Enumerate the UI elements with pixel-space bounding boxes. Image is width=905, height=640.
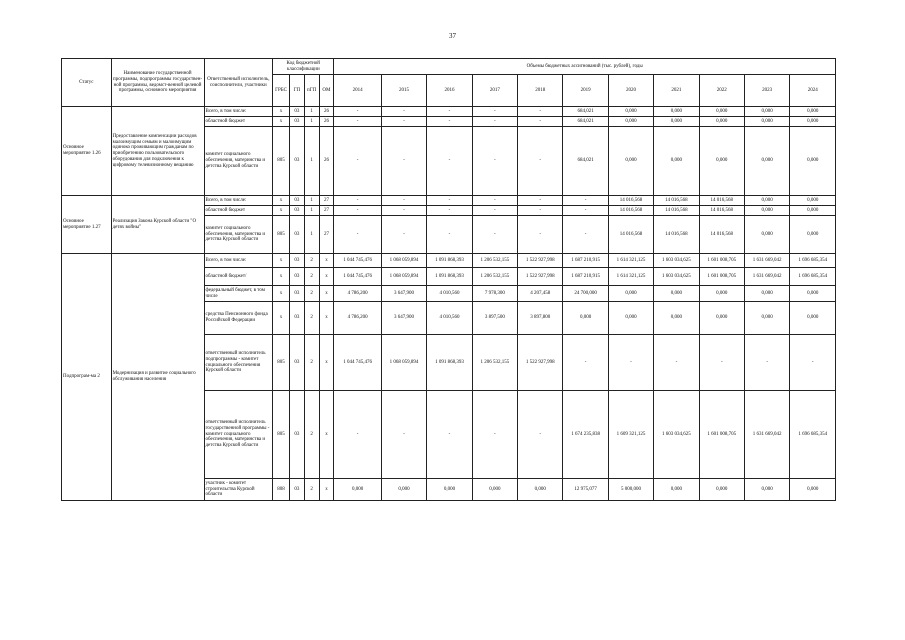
value-cell: 1 631 669,042 xyxy=(744,254,789,268)
value-cell: 0,000 xyxy=(744,196,789,206)
budget-table xyxy=(61,58,836,501)
executor-cell: федеральный бюджет, в том числе xyxy=(204,286,273,302)
code-pgp-cell: 1 xyxy=(304,216,319,254)
code-pgp-cell: 2 xyxy=(304,391,319,479)
value-cell: - xyxy=(518,107,563,117)
value-cell: 1 687 210,915 xyxy=(563,268,608,286)
code-om-cell: 26 xyxy=(319,107,334,117)
value-cell: - xyxy=(427,216,472,254)
value-cell: 3 897,800 xyxy=(518,302,563,335)
value-cell: 1 603 034,625 xyxy=(654,391,699,479)
code-gp-cell: 03 xyxy=(290,216,305,254)
header-status: Статус xyxy=(62,59,112,107)
value-cell: 1 631 669,042 xyxy=(744,268,789,286)
value-cell: 1 687 210,915 xyxy=(563,254,608,268)
value-cell: 1 603 034,625 xyxy=(654,254,699,268)
executor-cell: ответственный исполнитель подпрограммы - комитет социального обеспечения Курской области xyxy=(204,335,273,391)
value-cell: - xyxy=(381,117,426,127)
value-cell: - xyxy=(518,206,563,216)
code-om-cell: х xyxy=(319,268,334,286)
code-pgp-cell: 1 xyxy=(304,127,319,196)
value-cell: - xyxy=(472,127,517,196)
table-row xyxy=(62,254,836,268)
executor-cell: Всего, в том числе: xyxy=(204,254,273,268)
code-gp-cell: 03 xyxy=(290,391,305,479)
value-cell: 4 207,458 xyxy=(518,286,563,302)
value-cell: - xyxy=(427,196,472,206)
value-cell: 1 044 745,476 xyxy=(334,254,382,268)
executor-cell: участник - комитет строительства Курской области xyxy=(204,479,273,501)
value-cell: 0,000 xyxy=(744,479,789,501)
code-grbs-cell: х xyxy=(273,107,290,117)
value-cell: 5 000,000 xyxy=(608,479,653,501)
value-cell: - xyxy=(334,196,382,206)
value-cell: - xyxy=(334,216,382,254)
table-row xyxy=(62,196,836,206)
code-grbs-cell: 805 xyxy=(273,127,290,196)
header-year: 2022 xyxy=(699,75,744,107)
value-cell: 1 696 685,354 xyxy=(790,391,836,479)
header-year: 2017 xyxy=(472,75,517,107)
code-grbs-cell: х xyxy=(273,286,290,302)
value-cell: 0,000 xyxy=(381,479,426,501)
code-pgp-cell: 1 xyxy=(304,206,319,216)
value-cell: 684,021 xyxy=(563,107,608,117)
value-cell: - xyxy=(790,335,836,391)
value-cell: - xyxy=(472,216,517,254)
code-grbs-cell: х xyxy=(273,302,290,335)
header-year: 2021 xyxy=(654,75,699,107)
value-cell: - xyxy=(518,117,563,127)
table-row xyxy=(62,107,836,117)
code-om-cell: х xyxy=(319,391,334,479)
value-cell: 14 016,568 xyxy=(699,196,744,206)
code-gp-cell: 03 xyxy=(290,196,305,206)
value-cell: 1 674 235,838 xyxy=(563,391,608,479)
value-cell: 1 206 532,155 xyxy=(472,335,517,391)
value-cell: 684,021 xyxy=(563,117,608,127)
value-cell: 0,000 xyxy=(654,127,699,196)
value-cell: - xyxy=(518,196,563,206)
code-pgp-cell: 1 xyxy=(304,196,319,206)
code-grbs-cell: 805 xyxy=(273,391,290,479)
header-year: 2024 xyxy=(790,75,836,107)
value-cell: 0,000 xyxy=(699,286,744,302)
code-om-cell: 27 xyxy=(319,206,334,216)
header-volumes: Объемы бюджетных ассигнований (тыс. рублей), годы xyxy=(334,59,836,75)
code-om-cell: х xyxy=(319,286,334,302)
value-cell: - xyxy=(334,127,382,196)
value-cell: - xyxy=(518,216,563,254)
value-cell: 12 975,077 xyxy=(563,479,608,501)
header-executor: Ответственный исполнитель, соисполнители, участники xyxy=(204,59,273,107)
value-cell: 684,021 xyxy=(563,127,608,196)
value-cell: - xyxy=(334,117,382,127)
value-cell: 14 016,568 xyxy=(699,216,744,254)
name-cell: Реализация Закона Курской области "О детях войны" xyxy=(111,196,204,254)
code-om-cell: 27 xyxy=(319,196,334,206)
value-cell: 1 601 008,705 xyxy=(699,391,744,479)
code-pgp-cell: 2 xyxy=(304,335,319,391)
value-cell: - xyxy=(744,335,789,391)
value-cell: 14 016,568 xyxy=(654,216,699,254)
value-cell: 4 786,200 xyxy=(334,302,382,335)
code-gp-cell: 03 xyxy=(290,479,305,501)
value-cell: 0,000 xyxy=(744,216,789,254)
value-cell: - xyxy=(472,391,517,479)
value-cell: 0,000 xyxy=(744,286,789,302)
value-cell: - xyxy=(427,391,472,479)
code-gp-cell: 03 xyxy=(290,335,305,391)
header-name: Наименование государственной программы, подпрограммы государствен-ной программы, ведомст-венной целевой программы, основного мероприятия xyxy=(111,59,204,107)
value-cell: 14 016,568 xyxy=(699,206,744,216)
value-cell: 0,000 xyxy=(790,206,836,216)
value-cell: 1 206 532,155 xyxy=(472,268,517,286)
executor-cell: Всего, в том числе: xyxy=(204,196,273,206)
code-om-cell: х xyxy=(319,335,334,391)
value-cell: 0,000 xyxy=(563,302,608,335)
value-cell: 1 631 669,042 xyxy=(744,391,789,479)
executor-cell: комитет социального обеспечения, материнства и детства Курской области xyxy=(204,127,273,196)
code-pgp-cell: 2 xyxy=(304,254,319,268)
value-cell: - xyxy=(518,391,563,479)
value-cell: 0,000 xyxy=(654,479,699,501)
code-gp-cell: 03 xyxy=(290,254,305,268)
code-pgp-cell: 2 xyxy=(304,302,319,335)
executor-cell: средства Пенсионного фонда Российской Федерации xyxy=(204,302,273,335)
executor-cell: областной бюджет/ xyxy=(204,268,273,286)
code-om-cell: 26 xyxy=(319,127,334,196)
status-cell: Подпрограм-ма 2 xyxy=(62,254,112,501)
value-cell: 14 016,568 xyxy=(608,206,653,216)
value-cell: 0,000 xyxy=(654,302,699,335)
header-year: 2023 xyxy=(744,75,789,107)
value-cell: 1 696 685,354 xyxy=(790,254,836,268)
name-cell: Предоставление компенсации расходов малоимущим семьям и малоимущим одиноко проживающим гражданам по приобретению пользовательского оборудования для подключения к цифровому телевизионному вещанию xyxy=(111,107,204,196)
value-cell: 0,000 xyxy=(790,479,836,501)
value-cell: 0,000 xyxy=(744,206,789,216)
value-cell: - xyxy=(427,107,472,117)
value-cell: 0,000 xyxy=(790,216,836,254)
value-cell: 3 647,900 xyxy=(381,302,426,335)
header-year: 2016 xyxy=(427,75,472,107)
value-cell: 0,000 xyxy=(608,302,653,335)
value-cell: - xyxy=(472,117,517,127)
code-gp-cell: 03 xyxy=(290,107,305,117)
value-cell: - xyxy=(563,335,608,391)
value-cell: 1 601 008,705 xyxy=(699,254,744,268)
value-cell: 0,000 xyxy=(518,479,563,501)
value-cell: 4 010,560 xyxy=(427,302,472,335)
value-cell: 0,000 xyxy=(790,302,836,335)
value-cell: - xyxy=(427,127,472,196)
value-cell: 1 522 927,998 xyxy=(518,335,563,391)
header-year: 2018 xyxy=(518,75,563,107)
value-cell: 1 614 321,125 xyxy=(608,254,653,268)
code-pgp-cell: 2 xyxy=(304,268,319,286)
value-cell: 0,000 xyxy=(654,286,699,302)
value-cell: 0,000 xyxy=(699,479,744,501)
value-cell: - xyxy=(472,196,517,206)
value-cell: 7 978,300 xyxy=(472,286,517,302)
code-pgp-cell: 1 xyxy=(304,117,319,127)
code-om-cell: х xyxy=(319,254,334,268)
value-cell: 0,000 xyxy=(654,117,699,127)
header-code: ОМ xyxy=(319,75,334,107)
value-cell: 14 016,568 xyxy=(654,206,699,216)
code-om-cell: 27 xyxy=(319,216,334,254)
code-pgp-cell: 2 xyxy=(304,479,319,501)
value-cell: 0,000 xyxy=(790,117,836,127)
code-gp-cell: 03 xyxy=(290,268,305,286)
value-cell: 1 068 059,894 xyxy=(381,254,426,268)
value-cell: 1 091 868,393 xyxy=(427,268,472,286)
executor-cell: областной бюджет xyxy=(204,206,273,216)
value-cell: - xyxy=(472,206,517,216)
code-grbs-cell: 805 xyxy=(273,216,290,254)
status-cell: Основное мероприятие 1.26 xyxy=(62,107,112,196)
code-pgp-cell: 2 xyxy=(304,286,319,302)
executor-cell: областной бюджет xyxy=(204,117,273,127)
value-cell: 0,000 xyxy=(608,117,653,127)
value-cell: 1 601 008,705 xyxy=(699,268,744,286)
code-grbs-cell: х xyxy=(273,196,290,206)
value-cell: 0,000 xyxy=(608,107,653,117)
value-cell: - xyxy=(381,196,426,206)
value-cell: - xyxy=(381,107,426,117)
value-cell: 0,000 xyxy=(790,107,836,117)
value-cell: - xyxy=(563,206,608,216)
value-cell: - xyxy=(699,335,744,391)
header-year: 2014 xyxy=(334,75,382,107)
value-cell: 24 700,000 xyxy=(563,286,608,302)
value-cell: - xyxy=(608,335,653,391)
code-grbs-cell: 808 xyxy=(273,479,290,501)
value-cell: - xyxy=(427,117,472,127)
code-grbs-cell: х xyxy=(273,268,290,286)
value-cell: - xyxy=(563,216,608,254)
value-cell: - xyxy=(381,127,426,196)
value-cell: - xyxy=(563,196,608,206)
value-cell: - xyxy=(334,107,382,117)
status-cell: Основное мероприятие 1.27 xyxy=(62,196,112,254)
header-code: пГП xyxy=(304,75,319,107)
value-cell: - xyxy=(334,206,382,216)
value-cell: 1 206 532,155 xyxy=(472,254,517,268)
value-cell: 1 614 321,125 xyxy=(608,268,653,286)
value-cell: - xyxy=(518,127,563,196)
code-grbs-cell: х xyxy=(273,254,290,268)
value-cell: 0,000 xyxy=(608,286,653,302)
value-cell: 1 044 745,476 xyxy=(334,335,382,391)
value-cell: 4 786,200 xyxy=(334,286,382,302)
value-cell: 1 091 868,393 xyxy=(427,335,472,391)
header-year: 2015 xyxy=(381,75,426,107)
value-cell: 0,000 xyxy=(699,117,744,127)
value-cell: 4 010,560 xyxy=(427,286,472,302)
code-grbs-cell: х xyxy=(273,206,290,216)
value-cell: 1 603 034,625 xyxy=(654,268,699,286)
value-cell: 14 016,568 xyxy=(654,196,699,206)
value-cell: 0,000 xyxy=(654,107,699,117)
value-cell: - xyxy=(472,107,517,117)
value-cell: 1 068 059,894 xyxy=(381,335,426,391)
header-code: ГП xyxy=(290,75,305,107)
code-grbs-cell: 805 xyxy=(273,335,290,391)
value-cell: 0,000 xyxy=(699,302,744,335)
executor-cell: комитет социального обеспечения, материнства и детства Курской области xyxy=(204,216,273,254)
value-cell: 0,000 xyxy=(744,107,789,117)
value-cell: - xyxy=(381,391,426,479)
value-cell: - xyxy=(381,206,426,216)
value-cell: 0,000 xyxy=(790,127,836,196)
code-gp-cell: 03 xyxy=(290,117,305,127)
header-code: ГРБС xyxy=(273,75,290,107)
value-cell: 0,000 xyxy=(427,479,472,501)
value-cell: 0,000 xyxy=(699,127,744,196)
header-year: 2019 xyxy=(563,75,608,107)
code-gp-cell: 03 xyxy=(290,302,305,335)
value-cell: 1 522 927,998 xyxy=(518,268,563,286)
code-om-cell: х xyxy=(319,479,334,501)
header-code-group: Код бюджетной классификации xyxy=(273,59,334,75)
value-cell: 0,000 xyxy=(334,479,382,501)
value-cell: 0,000 xyxy=(790,196,836,206)
value-cell: 0,000 xyxy=(472,479,517,501)
value-cell: 0,000 xyxy=(744,302,789,335)
value-cell: 0,000 xyxy=(744,117,789,127)
page-number: 37 xyxy=(449,32,456,40)
value-cell: 1 696 685,354 xyxy=(790,268,836,286)
value-cell: - xyxy=(381,216,426,254)
value-cell: 1 522 927,998 xyxy=(518,254,563,268)
code-pgp-cell: 1 xyxy=(304,107,319,117)
value-cell: 1 068 059,894 xyxy=(381,268,426,286)
code-gp-cell: 03 xyxy=(290,286,305,302)
name-cell: Модернизация и развитие социального обслуживания населения xyxy=(111,254,204,501)
value-cell: 14 016,568 xyxy=(608,196,653,206)
value-cell: 3 647,900 xyxy=(381,286,426,302)
value-cell: - xyxy=(654,335,699,391)
code-gp-cell: 03 xyxy=(290,127,305,196)
value-cell: - xyxy=(427,206,472,216)
value-cell: - xyxy=(334,391,382,479)
code-gp-cell: 03 xyxy=(290,206,305,216)
value-cell: 1 091 868,393 xyxy=(427,254,472,268)
value-cell: 0,000 xyxy=(744,127,789,196)
code-om-cell: 26 xyxy=(319,117,334,127)
value-cell: 1 609 321,125 xyxy=(608,391,653,479)
value-cell: 1 044 745,476 xyxy=(334,268,382,286)
value-cell: 14 016,568 xyxy=(608,216,653,254)
executor-cell: ответственный исполнитель государственной программы - комитет социального обеспечения, материнства и детства Курской области xyxy=(204,391,273,479)
code-om-cell: х xyxy=(319,302,334,335)
value-cell: 0,000 xyxy=(790,286,836,302)
value-cell: 0,000 xyxy=(608,127,653,196)
value-cell: 0,000 xyxy=(699,107,744,117)
code-grbs-cell: х xyxy=(273,117,290,127)
value-cell: 3 897,500 xyxy=(472,302,517,335)
executor-cell: Всего, в том числе: xyxy=(204,107,273,117)
header-year: 2020 xyxy=(608,75,653,107)
